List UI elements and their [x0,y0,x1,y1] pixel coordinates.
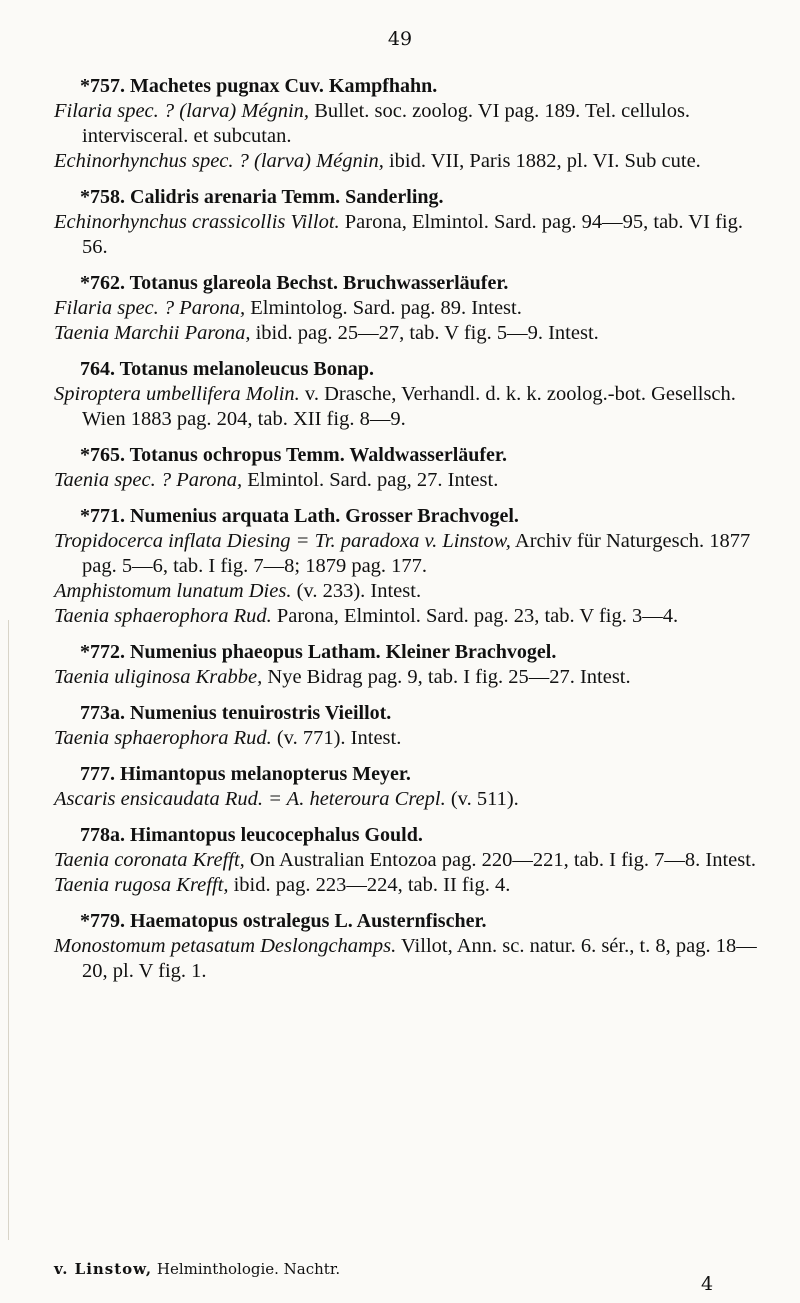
species-heading: 778a. Himantopus leucocephalus Gould. [80,824,423,846]
page-number: 49 [387,28,413,50]
species-entry [54,443,766,493]
citation-text: ibid. pag. 223—224, tab. II fig. 4. [228,874,511,896]
citation-text: v. Drasche, Verhandl. d. k. k. zoolog.-bot. Gesellsch. Wien 1883 pag. 204, tab. XII fig. 8—9. [82,383,736,430]
species-entry [54,504,766,629]
citation-text: (v. 233). Intest. [291,580,422,602]
taxon-name: Filaria spec. ? Parona, [54,297,246,319]
parasite-citation [54,848,766,873]
entry-list [54,74,766,995]
species-heading: 773a. Numenius tenuirostris Vieillot. [80,702,392,724]
citation-text: On Australian Entozoa pag. 220—221, tab. I fig. 7—8. Intest. [244,849,757,871]
taxon-name: Taenia coronata Krefft, [54,849,245,871]
species-entry [54,823,766,898]
footer-author: v. Linstow, [54,1260,153,1278]
page-shadow-line [8,620,9,1240]
citation-text: (v. 511). [445,788,519,810]
citation-text: ibid. VII, Paris 1882, pl. VI. Sub cute. [383,150,701,172]
taxon-name: Filaria spec. ? (larva) Mégnin, [54,100,310,122]
parasite-citation [54,210,766,260]
citation-text: Nye Bidrag pag. 9, tab. I fig. 25—27. Intest. [262,666,631,688]
citation-text: Villot, Ann. sc. natur. 6. sér., t. 8, pag. 18—20, pl. V fig. 1. [82,935,757,982]
species-entry [54,185,766,260]
species-entry [54,640,766,690]
taxon-name: Taenia spec. ? Parona, [54,469,243,491]
parasite-citation [54,604,766,629]
taxon-name: Monostomum petasatum Deslongchamps. [54,935,397,957]
species-entry [54,701,766,751]
species-heading: *772. Numenius phaeopus Latham. Kleiner Brachvogel. [80,641,557,663]
parasite-citation [54,296,766,321]
taxon-name: Taenia sphaerophora Rud. [54,727,272,749]
species-heading: *758. Calidris arenaria Temm. Sanderling. [80,186,444,208]
footer-note [54,1260,340,1278]
parasite-citation [54,529,766,579]
parasite-citation [54,149,766,174]
species-heading: *779. Haematopus ostralegus L. Austernfischer. [80,910,487,932]
signature-mark: 4 [701,1273,714,1295]
taxon-name: Taenia uliginosa Krabbe, [54,666,263,688]
taxon-name: Taenia sphaerophora Rud. [54,605,272,627]
citation-text: ibid. pag. 25—27, tab. V fig. 5—9. Intest. [250,322,599,344]
taxon-name: Tropidocerca inflata Diesing = Tr. paradoxa v. Linstow, [54,530,511,552]
citation-text: Elmintolog. Sard. pag. 89. Intest. [245,297,522,319]
taxon-name: Taenia Marchii Parona, [54,322,251,344]
taxon-name: Echinorhynchus spec. ? (larva) Mégnin, [54,150,384,172]
parasite-citation [54,787,766,812]
species-entry [54,74,766,174]
taxon-name: Ascaris ensicaudata Rud. = A. heteroura Crepl. [54,788,446,810]
species-heading: *762. Totanus glareola Bechst. Bruchwasserläufer. [80,272,509,294]
parasite-citation [54,934,766,984]
citation-text: Elmintol. Sard. pag, 27. Intest. [242,469,499,491]
taxon-name: Taenia rugosa Krefft, [54,874,229,896]
citation-text: Archiv für Naturgesch. 1877 pag. 5—6, tab. I fig. 7—8; 1879 pag. 177. [82,530,751,577]
species-entry [54,357,766,432]
parasite-citation [54,99,766,149]
parasite-citation [54,382,766,432]
parasite-citation [54,726,766,751]
taxon-name: Spiroptera umbellifera Molin. [54,383,300,405]
species-heading: *765. Totanus ochropus Temm. Waldwasserläufer. [80,444,507,466]
parasite-citation [54,873,766,898]
citation-text: Bullet. soc. zoolog. VI pag. 189. Tel. cellulos. intervisceral. et subcutan. [82,100,691,147]
parasite-citation [54,665,766,690]
parasite-citation [54,468,766,493]
taxon-name: Amphistomum lunatum Dies. [54,580,292,602]
taxon-name: Echinorhynchus crassicollis Villot. [54,211,340,233]
species-entry [54,762,766,812]
species-heading: 777. Himantopus melanopterus Meyer. [80,763,411,785]
species-heading: 764. Totanus melanoleucus Bonap. [80,358,374,380]
species-entry [54,909,766,984]
footer-title: Helminthologie. Nachtr. [156,1260,341,1278]
species-heading: *757. Machetes pugnax Cuv. Kampfhahn. [80,75,438,97]
citation-text: Parona, Elmintol. Sard. pag. 94—95, tab. VI fig. 56. [82,211,743,258]
citation-text: (v. 771). Intest. [271,727,402,749]
parasite-citation [54,321,766,346]
citation-text: Parona, Elmintol. Sard. pag. 23, tab. V fig. 3—4. [271,605,679,627]
species-entry [54,271,766,346]
species-heading: *771. Numenius arquata Lath. Grosser Brachvogel. [80,505,519,527]
parasite-citation [54,579,766,604]
